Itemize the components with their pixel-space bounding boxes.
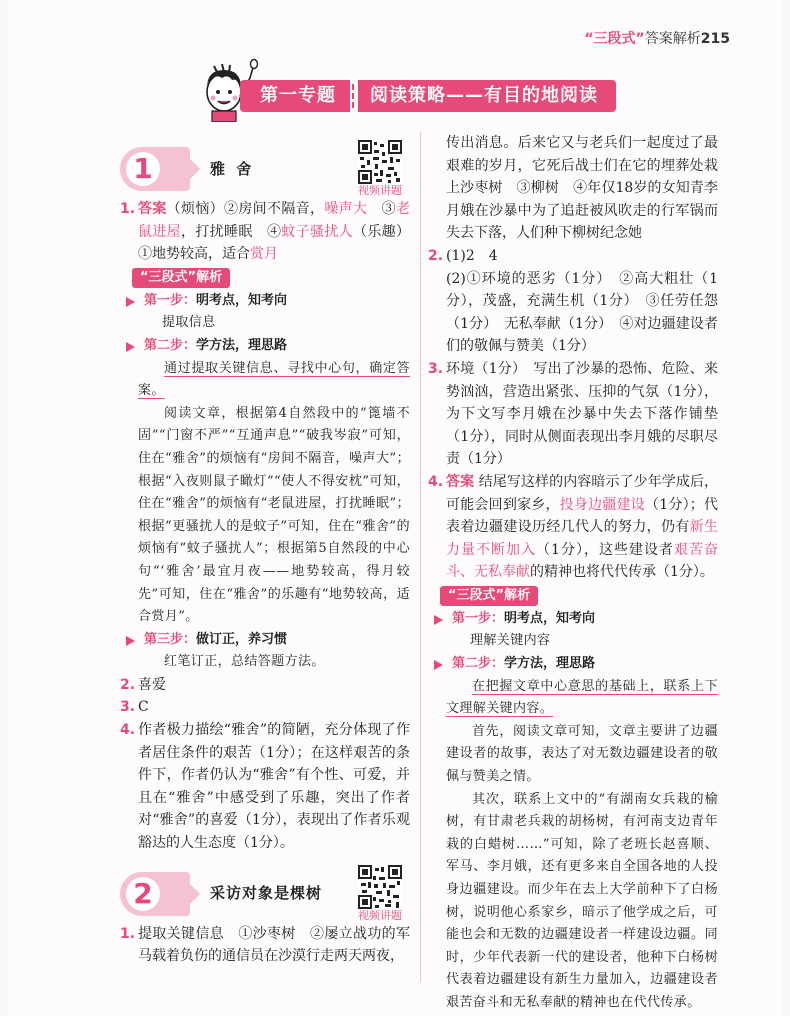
answer-keyword: 赏月	[250, 246, 278, 263]
page-number: 215	[700, 31, 730, 47]
answer-number: 1.	[120, 925, 136, 942]
answer-text: 喜爱	[138, 676, 166, 693]
topic-label: 第一专题	[240, 80, 350, 112]
step-text: 学方法，理思路	[504, 656, 596, 672]
answer-text: C	[138, 699, 149, 716]
qr-caption: 视频讲题	[358, 184, 402, 197]
answer-text: （烦恼）②房间不隔音，	[166, 201, 325, 217]
step-2	[120, 335, 410, 358]
answer-number: 4.	[428, 473, 444, 490]
answer-number: 2.	[428, 247, 444, 264]
answer-line: (2)①环境的恶劣（1分） ②高大粗壮（1分），茂盛，充满生机（1分） ③任劳任怨（1分） 无私奉献（1分） ④对边疆建设者们的敬佩与赞美（1分）	[446, 270, 718, 355]
section-1-qr[interactable]	[350, 140, 410, 198]
section-1-header	[120, 140, 410, 198]
analysis-tag: “三段式”解析	[440, 586, 538, 606]
step-label: 第一步：	[144, 292, 197, 308]
step-text: 明考点，知考向	[504, 610, 596, 626]
s2-answer-4	[428, 471, 718, 584]
step-3-body: 红笔订正，总结答题方法。	[164, 654, 325, 670]
answer-label: 答案	[446, 473, 475, 490]
column-divider	[420, 132, 421, 982]
topic-subtitle: 阅读策略——有目的地阅读	[358, 80, 616, 112]
answer-label: 答案	[138, 201, 167, 217]
analysis-paragraph-2: 其次，联系上文中的“有湖南女兵栽的榆树，有甘肃老兵栽的胡杨树，有河南支边青年栽的白蜡树……”可知，除了老班长赵喜顺、军马、李月娥，还有更多来自全国各地的人投身边疆建设。而少年在去上大学前种下了白杨树，说明他心系家乡，暗示了他学成之后，可能也会和无数的边疆建设者一样建设边疆。同时，少年代表新一代的建设者，他种下白杨树代表着边疆建设有新生力量加入，边疆建设者艰苦奋斗和无私奉献的精神也在代代传承。	[446, 791, 718, 1010]
left-column	[120, 140, 410, 968]
step-1-body: 提取信息	[162, 315, 216, 331]
answer-text: 提取关键信息 ①沙枣树 ②屡立战功的军马载着负伤的通信员在沙漠行走两天两夜，	[138, 925, 410, 965]
topic-banner	[240, 80, 616, 112]
step-label: 第二步：	[144, 337, 197, 353]
s2-answer-1-continued: 传出消息。后来它又与老兵们一起度过了最艰难的岁月，它死后战士们在它的埋葬处栽上沙枣树 ③柳树 ④年仅18岁的女知青李月娥在沙暴中为了追赶被风吹走的行军锅而失去下落，人们种下柳树纪念她	[446, 135, 718, 242]
answer-number: 1.	[120, 201, 136, 217]
step-text: 学方法，理思路	[196, 337, 288, 353]
header-title: 答案解析	[644, 31, 701, 47]
answer-number: 3.	[120, 699, 136, 716]
step-1	[428, 608, 718, 631]
s2-answer-3	[428, 358, 718, 471]
step-1-body: 理解关键内容	[470, 633, 551, 649]
s2-answer-1	[120, 923, 410, 968]
answer-text: ，打扰睡眠 ④	[181, 223, 282, 240]
answer-2	[120, 674, 410, 697]
answer-keyword: 噪声大	[324, 201, 368, 217]
qr-code-icon[interactable]	[358, 865, 402, 909]
answer-text: （1分）；代表着边疆建设历经几代人的努力，仍有	[446, 496, 718, 536]
answer-text: 的精神也将代代传承（1分）。	[530, 564, 714, 581]
answer-text: 作者极力描绘“雅舍”的简陋，充分体现了作者居住条件的艰苦（1分）；在这样艰苦的条件下，作者仍认为“雅舍”有个性、可爱，并且在“雅舍”中感受到了乐趣，突出了作者对“雅舍”的喜爱（1分），表现出了作者乐观豁达的人生态度（1分）。	[138, 722, 410, 852]
section-2-qr[interactable]	[350, 865, 410, 923]
answer-number: 2.	[120, 676, 136, 693]
section-2-header	[120, 865, 410, 923]
step-text: 明考点，知考向	[196, 292, 288, 308]
section-1-badge	[120, 147, 190, 191]
section-1-number: 1	[126, 152, 160, 186]
section-1-title: 雅 舍	[210, 159, 255, 178]
step-2-body	[428, 676, 718, 721]
step-2-body	[120, 358, 410, 403]
answer-keyword: 投身边疆建设	[559, 496, 646, 513]
step-text: 做订正，养习惯	[196, 631, 288, 647]
answer-text: 结尾写这样的内容暗示了少年学成后，可能会回到家乡，	[446, 473, 719, 513]
step-1	[120, 290, 410, 313]
step-2-body-text: 通过提取关键信息、寻找中心句，确定答案。	[138, 360, 410, 399]
qr-code-icon[interactable]	[358, 140, 402, 184]
step-label: 第三步：	[144, 631, 197, 647]
answer-3	[120, 696, 410, 719]
answer-1	[120, 198, 410, 266]
qr-caption: 视频讲题	[358, 908, 402, 922]
step-2	[428, 653, 718, 676]
analysis-paragraph-1: 首先，阅读文章可知，文章主要讲了边疆建设者的故事，表达了对无数边疆建设者的敬佩与赞美之情。	[446, 723, 718, 785]
answer-text: （乐趣）①地势较高，适合	[138, 223, 411, 263]
s2-answer-2	[428, 245, 718, 358]
step-label: 第一步：	[452, 610, 505, 626]
right-column	[428, 132, 718, 1015]
answer-line: (1)2 4	[446, 247, 498, 264]
answer-number: 3.	[428, 360, 444, 377]
analysis-tag: “三段式”解析	[132, 268, 230, 288]
answer-4	[120, 719, 410, 855]
answer-keyword: 老鼠进屋	[138, 201, 411, 240]
header-prefix: “三段式”	[584, 31, 645, 47]
step-2-body-text: 在把握文章中心意思的基础上，联系上下文理解关键内容。	[446, 678, 718, 717]
section-2-number: 2	[126, 877, 160, 911]
answer-text: 环境（1分） 写出了沙暴的恐怖、危险、来势汹汹，营造出紧张、压抑的气氛（1分），为下文写李月娥在沙暴中失去下落作铺垫（1分），同时从侧面表现出李月娥的尽职尽责（1分）	[446, 360, 718, 468]
page	[8, 0, 782, 1016]
answer-keyword: 新生力量不断加入	[446, 519, 719, 558]
section-2-title: 采访对象是棵树	[210, 884, 323, 903]
section-2-badge	[120, 872, 190, 916]
step-label: 第二步：	[452, 656, 505, 672]
answer-number: 4.	[120, 722, 136, 739]
step-3	[120, 629, 410, 652]
answer-keyword: 蚊子骚扰人	[281, 223, 354, 240]
banner-separator	[350, 80, 358, 112]
analysis-paragraph: 阅读文章，根据第4自然段中的“篦墙不固”“门窗不严”“互通声息”“破我岑寂”可知，住在“雅舍”的烦恼有“房间不隔音，噪声大”；根据“入夜则鼠子瞰灯”“使人不得安枕”可知，住在“雅舍”的烦恼有“老鼠进屋，打扰睡眠”；根据“更骚扰人的是蚊子”可知，住在“雅舍”的烦恼有“蚊子骚扰人”；根据第5自然段的中心句“‘雅舍’最宜月夜——地势较高，得月较先”可知，住在“雅舍”的乐趣有“地势较高，适合赏月”。	[138, 405, 410, 625]
answer-keyword: 艰苦奋斗、无私奉献	[446, 541, 718, 581]
page-header	[584, 28, 730, 48]
answer-text: ③	[367, 201, 397, 217]
answer-text: （1分），这些建设者	[536, 541, 674, 558]
